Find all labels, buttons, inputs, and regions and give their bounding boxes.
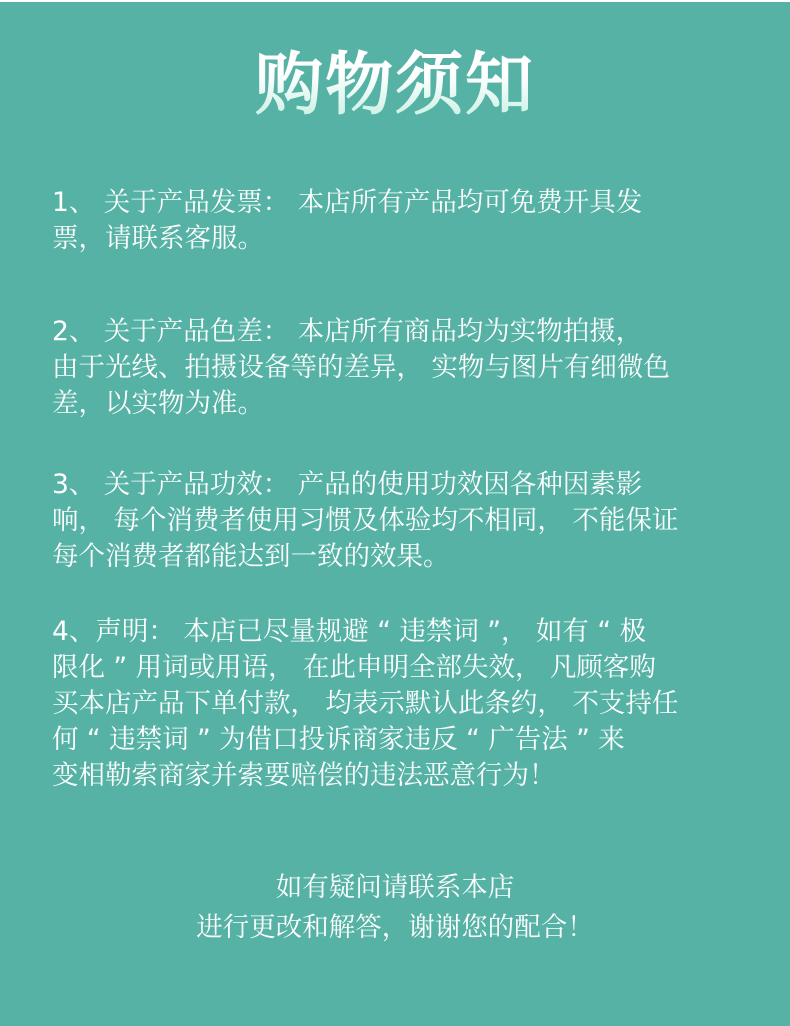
notice-line: 买本店产品下单付款， 均表示默认此条约， 不支持任	[52, 688, 679, 719]
closing-line: 如有疑问请联系本店	[275, 872, 515, 903]
notice-line: 响， 每个消费者使用习惯及体验均不相同， 不能保证	[52, 505, 679, 536]
notice-line: 差，以实物为准。	[52, 388, 264, 419]
page-title: 购物须知	[0, 46, 790, 126]
notice-line: 由于光线、拍摄设备等的差异， 实物与图片有细微色	[52, 352, 670, 383]
notice-line: 1、 关于产品发票： 本店所有产品均可免费开具发	[52, 187, 643, 218]
closing-line: 进行更改和解答，谢谢您的配合！	[196, 912, 594, 943]
notice-line: 3、 关于产品功效： 产品的使用功效因各种因素影	[52, 469, 643, 500]
notice-invoice	[52, 185, 744, 257]
notice-statement	[52, 614, 744, 794]
notice-line: 4、声明： 本店已尽量规避 “ 违禁词 ”， 如有 “ 极	[52, 616, 647, 647]
notice-efficacy	[52, 467, 744, 575]
notice-line: 变相勒索商家并索要赔偿的违法恶意行为！	[52, 760, 556, 791]
closing-message	[0, 868, 790, 948]
notice-line: 票，请联系客服。	[52, 223, 264, 254]
notice-line: 限化 ” 用词或用语， 在此申明全部失效， 凡顾客购	[52, 652, 656, 683]
notice-color-difference	[52, 314, 744, 422]
notice-line: 何 “ 违禁词 ” 为借口投诉商家违反 “ 广告法 ” 来	[52, 724, 625, 755]
notice-line: 每个消费者都能达到一致的效果。	[52, 541, 450, 572]
notice-line: 2、 关于产品色差： 本店所有商品均为实物拍摄，	[52, 316, 643, 347]
